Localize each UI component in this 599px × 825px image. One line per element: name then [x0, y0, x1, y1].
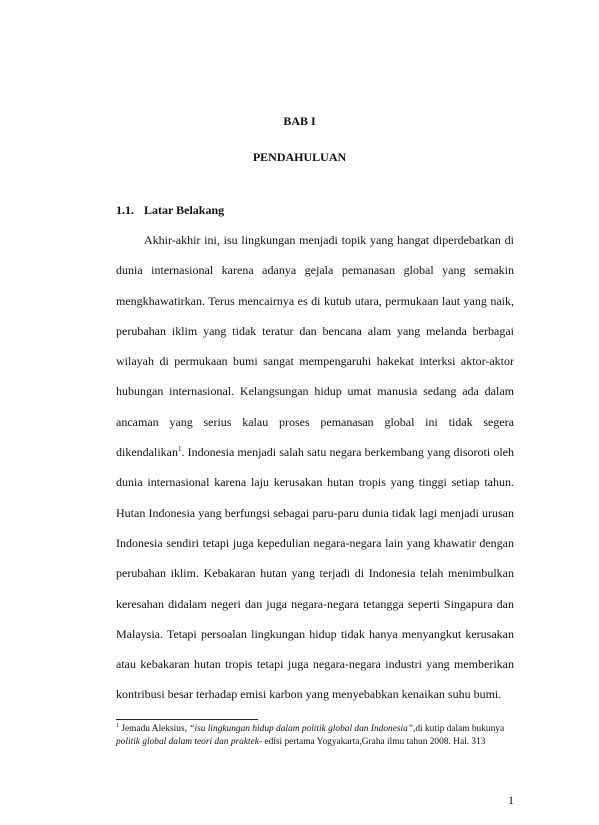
footnote-publisher: edisi pertama Yogyakarta,Graha ilmu tahun 2008. Hal. 313 — [262, 736, 486, 747]
section-number: 1.1. — [116, 203, 134, 217]
footnote-author: Jemadu Aleksius, — [119, 724, 190, 734]
paragraph-part-1: Akhir-akhir ini, isu lingkungan menjadi topik yang hangat diperdebatkan di dunia internasional karena adanya gejala pemanasan global yang semakin mengkhawatirkan. Terus mencairnya es di kutub utara, permukaan laut yang naik, perubahan iklim yang tidak teratur dan bencana alam yang melanda berbagai wilayah di permukaan bumi sangat mempengaruhi hakekat interksi aktor-aktor hubungan internasional. Kelangsungan hidup umat manusia sedang ada dalam ancaman yang serius kalau proses pemanasan global ini tidak segera dikendalikan — [116, 233, 514, 460]
page-number: 1 — [508, 793, 514, 807]
footnote — [116, 723, 516, 748]
chapter-title: PENDAHULUAN — [252, 150, 347, 164]
footnote-article-title: “isu lingkungan hidup dalam politik global dan Indonesia”, — [189, 724, 416, 734]
footnote-marker: 1 — [116, 722, 119, 729]
section-heading — [116, 203, 224, 218]
footnote-connector: di kutip dalam bukunya — [415, 724, 505, 734]
section-title: Latar Belakang — [144, 203, 225, 217]
paragraph-part-2: . Indonesia menjadi salah satu negara berkembang yang disoroti oleh dunia internasional karena laju kerusakan hutan tropis yang tinggi setiap tahun. Hutan Indonesia yang berfungsi sebagai paru-paru dunia tidak lagi menjadi urusan Indonesia sendiri tetapi juga kepedulian negara-negara lain yang khawatir dengan perubahan iklim. Kebakaran hutan yang terjadi di Indonesia telah menimbulkan keresahan didalam negeri dan juga negara-negara tetangga seperti Singapura dan Malaysia. Tetapi persoalan lingkungan hidup tidak hanya menyangkut kerusakan atau kebakaran hutan tropis tetapi juga negara-negara industri yang memberikan kontribusi besar terhadap emisi karbon yang menyebabkan kenaikan suhu bumi. — [116, 445, 514, 702]
footnote-reference: 1 — [177, 445, 182, 454]
chapter-number: BAB I — [283, 114, 316, 128]
body-paragraph — [116, 225, 514, 710]
footnote-separator — [116, 719, 258, 720]
footnote-book-title: politik global dalam teori dan praktek- — [116, 736, 263, 747]
